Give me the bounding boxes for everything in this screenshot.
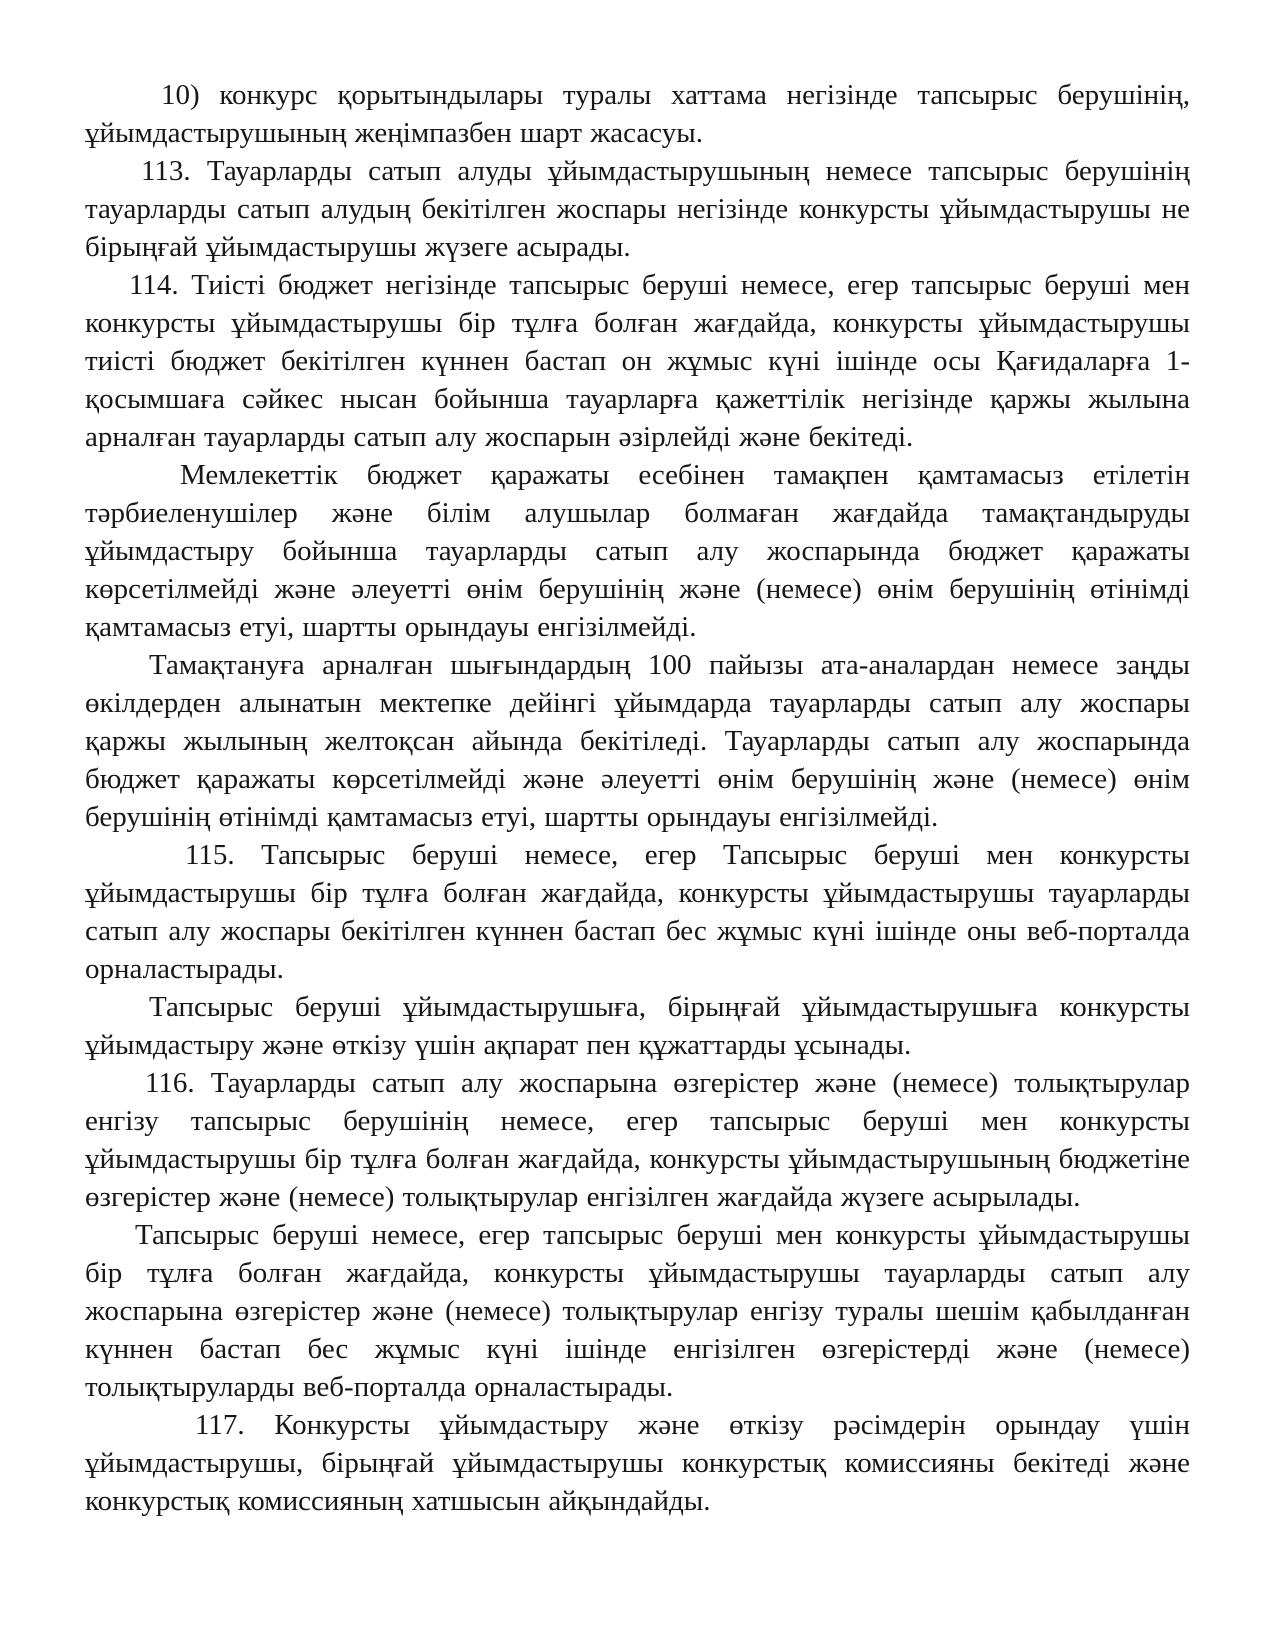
paragraph-point-117: 117. Конкурсты ұйымдастыру және өткізу рәсімдерін орындау үшін ұйымдастырушы, бірыңғай ұйымдастырушы конкурстық комиссияны бекітеді және конкурстық комиссияның хатшысын айқындайды. bbox=[85, 1409, 1190, 1517]
paragraph-point-115: 115. Тапсырыс беруші немесе, егер Тапсырыс беруші мен конкурсты ұйымдастырушы бір тұлға болған жағдайда, конкурсты ұйымдастырушы тауарларды сатып алу жоспары бекітілген күннен бастап бес жұмыс күні ішінде оны веб-порталда орналастырады. bbox=[85, 839, 1190, 985]
paragraph-subpoint-10: 10) конкурс қорытындылары туралы хаттама негізінде тапсырыс берушінің, ұйымдастырушының жеңімпазбен шарт жасасуы. bbox=[85, 79, 1190, 149]
paragraph-point-115-para-2: Тапсырыс беруші ұйымдастырушыға, бірыңғай ұйымдастырушыға конкурсты ұйымдастыру және өткізу үшін ақпарат пен құжаттарды ұсынады. bbox=[85, 991, 1190, 1061]
paragraph-point-116: 116. Тауарларды сатып алу жоспарына өзгерістер және (немесе) толықтырулар енгізу тапсырыс берушінің немесе, егер тапсырыс беруші мен конкурсты ұйымдастырушы бір тұлға болған жағдайда, конкурсты ұйымдастырушының бюджетіне өзгерістер және (немесе) толықтырулар енгізілген жағдайда жүзеге асырылады. bbox=[85, 1067, 1190, 1213]
paragraph-point-114: 114. Тиісті бюджет негізінде тапсырыс беруші немесе, егер тапсырыс беруші мен конкурсты ұйымдастырушы бір тұлға болған жағдайда, конкурсты ұйымдастырушы тиісті бюджет бекітілген күннен бастап он жұмыс күні ішінде осы Қағидаларға 1-қосымшаға сәйкес нысан бойынша тауарларға қажеттілік негізінде қаржы жылына арналған тауарларды сатып алу жоспарын әзірлейді және бекітеді. bbox=[85, 269, 1190, 453]
paragraph-point-114-para-3: Тамақтануға арналған шығындардың 100 пайызы ата-аналардан немесе заңды өкілдерден алынатын мектепке дейінгі ұйымдарда тауарларды сатып алу жоспары қаржы жылының желтоқсан айында бекітіледі. Тауарларды сатып алу жоспарында бюджет қаражаты көрсетілмейді және әлеуетті өнім берушінің және (немесе) өнім берушінің өтінімді қамтамасыз етуі, шартты орындауы енгізілмейді. bbox=[85, 649, 1190, 833]
paragraph-point-116-para-2: Тапсырыс беруші немесе, егер тапсырыс беруші мен конкурсты ұйымдастырушы бір тұлға болған жағдайда, конкурсты ұйымдастырушы тауарларды сатып алу жоспарына өзгерістер және (немесе) толықтырулар енгізу туралы шешім қабылданған күннен бастап бес жұмыс күні ішінде енгізілген өзгерістерді және (немесе) толықтыруларды веб-порталда орналастырады. bbox=[85, 1219, 1190, 1403]
paragraph-point-113: 113. Тауарларды сатып алуды ұйымдастырушының немесе тапсырыс берушінің тауарларды сатып алудың бекітілген жоспары негізінде конкурсты ұйымдастырушы не бірыңғай ұйымдастырушы жүзеге асырады. bbox=[85, 155, 1190, 263]
document-body bbox=[85, 76, 1190, 1520]
paragraph-point-114-para-2: Мемлекеттік бюджет қаражаты есебінен тамақпен қамтамасыз етілетін тәрбиеленушілер және білім алушылар болмаған жағдайда тамақтандыруды ұйымдастыру бойынша тауарларды сатып алу жоспарында бюджет қаражаты көрсетілмейді және әлеуетті өнім берушінің және (немесе) өнім берушінің өтінімді қамтамасыз етуі, шартты орындауы енгізілмейді. bbox=[85, 459, 1190, 643]
